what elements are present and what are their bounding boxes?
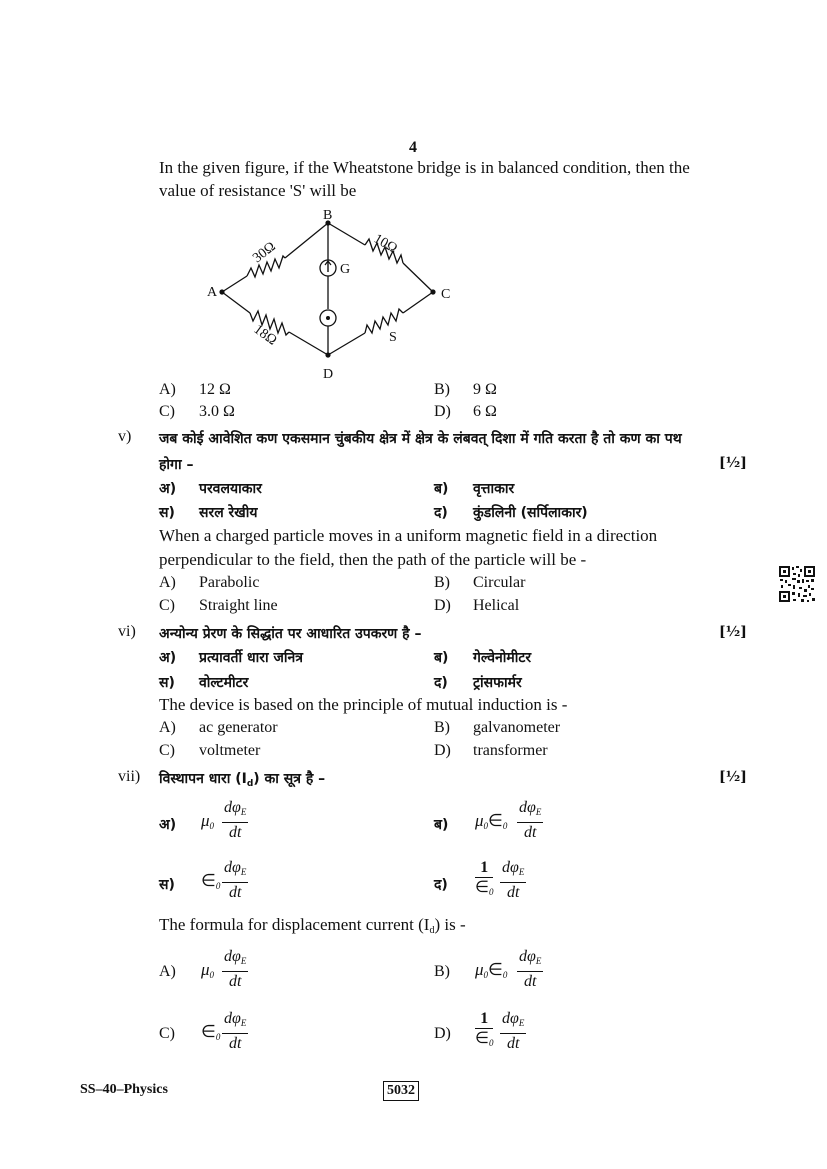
q5-hi-option-d-text: कुंडलिनी (सर्पिलाकार): [473, 505, 588, 521]
q4-option-d-text: 6 Ω: [473, 403, 497, 420]
q5-hindi-line1: जब कोई आवेशित कण एकसमान चुंबकीय क्षेत्र में क्षेत्र के लंबवत् दिशा में गति करता है तो कण का पथ: [159, 431, 682, 447]
q7-hindi-line: विस्थापन धारा $(I_d)$ का सूत्र है –: [159, 771, 326, 789]
q7-hi-option-a-key: अ): [159, 817, 177, 833]
q6-en-option-d-text: transformer: [473, 742, 548, 759]
q6-hi-option-d-key: द): [434, 675, 448, 691]
q6-hi-option-a-key: अ): [159, 650, 177, 666]
q6-number: vi): [118, 623, 136, 640]
q6-hi-option-a-text: प्रत्यावर्ती धारा जनित्र: [199, 650, 304, 666]
q6-hi-option-c-text: वोल्टमीटर: [199, 675, 249, 691]
q6-en-option-b-text: galvanometer: [473, 719, 561, 736]
q6-en-option-b-key: B): [434, 719, 450, 736]
q5-hi-option-d-key: द): [434, 505, 448, 521]
q5-en-option-b-key: B): [434, 574, 450, 591]
q7-number: vii): [118, 768, 141, 785]
q5-en-option-a-text: Parabolic: [199, 574, 260, 591]
resistor-30-label: 30Ω: [250, 239, 279, 267]
q5-en-option-c-text: Straight line: [199, 597, 278, 614]
q6-hindi-line: अन्योन्य प्रेरण के सिद्धांत पर आधारित उपकरण है –: [159, 626, 422, 642]
footer-paper-code: SS–40–Physics: [80, 1082, 168, 1097]
q6-hi-option-d-text: ट्रांसफार्मर: [473, 675, 522, 691]
q5-english-line1: When a charged particle moves in a uniform magnetic field in a direction: [159, 526, 658, 545]
q4-option-a-text: 12 Ω: [199, 381, 231, 398]
q5-marks: [½]: [719, 455, 747, 471]
q4-question-line1: In the given figure, if the Wheatstone bridge is in balanced condition, then the: [159, 158, 690, 177]
q5-hi-option-a-text: परवलयाकार: [199, 481, 262, 497]
q4-option-a-key: A): [159, 381, 176, 398]
q4-question-line2: value of resistance 'S' will be: [159, 181, 357, 200]
q5-hi-option-c-text: सरल रेखीय: [199, 505, 258, 521]
q6-hi-option-c-key: स): [159, 675, 175, 691]
resistor-s-label: S: [389, 330, 397, 345]
galvanometer-label: G: [340, 262, 351, 277]
q6-en-option-a-key: A): [159, 719, 176, 736]
q5-hindi-line2: होगा –: [159, 457, 194, 473]
q4-option-d-key: D): [434, 403, 451, 420]
page-number: 4: [409, 139, 417, 156]
q7-en-option-d-key: D): [434, 1025, 451, 1042]
q7-hi-option-c-key: स): [159, 877, 175, 893]
q5-en-option-d-text: Helical: [473, 597, 520, 614]
q6-english-line: The device is based on the principle of mutual induction is -: [159, 695, 568, 714]
q6-en-option-a-text: ac generator: [199, 719, 278, 736]
q6-hi-option-b-text: गेल्वेनोमीटर: [473, 650, 532, 666]
q4-option-b-key: B): [434, 381, 450, 398]
q5-hi-option-b-text: वृत्ताकार: [473, 481, 515, 497]
q4-option-b-text: 9 Ω: [473, 381, 497, 398]
q6-en-option-d-key: D): [434, 742, 451, 759]
footer-page-code-box: 5032: [383, 1081, 419, 1101]
q4-option-c-key: C): [159, 403, 175, 420]
q5-hi-option-a-key: अ): [159, 481, 177, 497]
q6-marks: [½]: [719, 624, 747, 640]
q6-en-option-c-key: C): [159, 742, 175, 759]
q7-english-line: The formula for displacement current (Id) is -: [159, 915, 466, 936]
q5-hi-option-c-key: स): [159, 505, 175, 521]
q7-marks: [½]: [719, 769, 747, 785]
node-b-label: B: [323, 208, 333, 223]
qr-code-icon: [778, 565, 816, 603]
wheatstone-bridge-diagram: [195, 205, 465, 385]
q6-hi-option-b-key: ब): [434, 650, 449, 666]
q7-en-option-c-key: C): [159, 1025, 175, 1042]
node-c-label: C: [441, 287, 451, 302]
q5-en-option-c-key: C): [159, 597, 175, 614]
q7-hi-option-b-key: ब): [434, 817, 449, 833]
q5-number: v): [118, 428, 132, 445]
q7-en-option-a-key: A): [159, 963, 176, 980]
q6-en-option-c-text: voltmeter: [199, 742, 261, 759]
node-d-label: D: [323, 367, 334, 382]
q7-hi-option-d-key: द): [434, 877, 448, 893]
node-a-label: A: [207, 285, 218, 300]
q4-option-c-text: 3.0 Ω: [199, 403, 235, 420]
q5-en-option-b-text: Circular: [473, 574, 526, 591]
q7-en-option-b-key: B): [434, 963, 450, 980]
q5-en-option-d-key: D): [434, 597, 451, 614]
q5-english-line2: perpendicular to the field, then the path of the particle will be -: [159, 550, 587, 569]
q5-en-option-a-key: A): [159, 574, 176, 591]
resistor-10-label: 10Ω: [371, 231, 400, 257]
q5-hi-option-b-key: ब): [434, 481, 449, 497]
resistor-18-label: 18Ω: [250, 322, 280, 349]
